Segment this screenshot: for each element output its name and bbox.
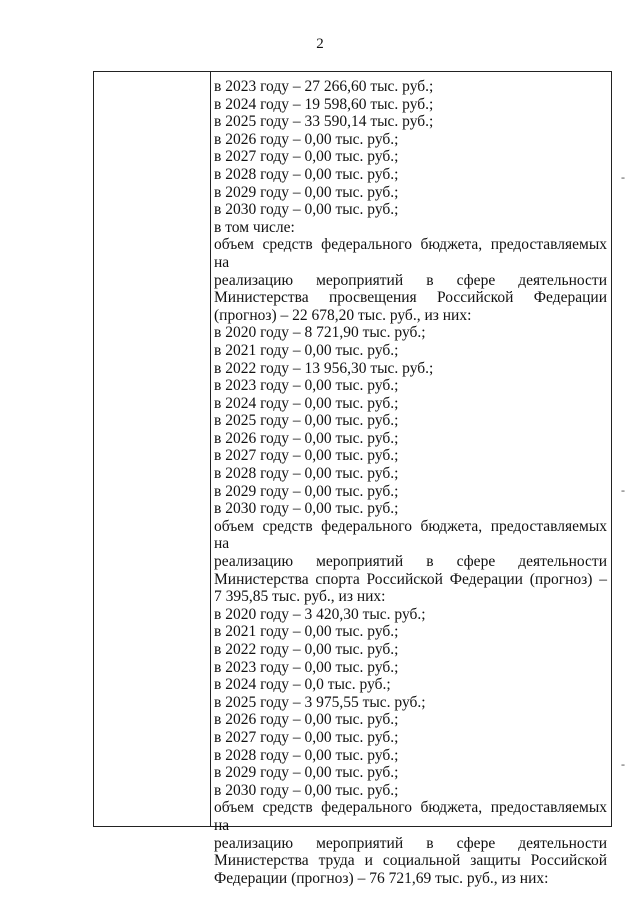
text-line: Министерства труда и социальной защиты Российской [214,852,607,870]
text-line: в том числе: [214,218,295,236]
text-line: в 2026 году – 0,00 тыс. руб.; [214,429,399,447]
text-line: в 2026 году – 0,00 тыс. руб.; [214,711,399,729]
text-line: в 2022 году – 13 956,30 тыс. руб.; [214,359,434,377]
text-line: в 2024 году – 0,0 тыс. руб.; [214,676,391,694]
text-line: в 2030 году – 0,00 тыс. руб.; [214,781,399,799]
text-line: в 2030 году – 0,00 тыс. руб.; [214,500,399,518]
text-line: в 2029 году – 0,00 тыс. руб.; [214,183,399,201]
text-line: в 2030 году – 0,00 тыс. руб.; [214,201,399,219]
text-line: в 2029 году – 0,00 тыс. руб.; [214,482,399,500]
page-number: 2 [316,36,324,52]
text-line: реализацию мероприятий в сфере деятельности [214,271,607,289]
text-line: объем средств федерального бюджета, предоставляемых на [214,517,607,553]
text-line: Министерства просвещения Российской Федерации [214,289,607,307]
scan-mark: - [621,170,625,184]
text-line: в 2023 году – 27 266,60 тыс. руб.; [214,78,434,95]
text-line: в 2025 году – 0,00 тыс. руб.; [214,412,399,430]
budget-table [93,71,612,887]
scan-mark: - [621,757,625,771]
text-line: в 2020 году – 8 721,90 тыс. руб.; [214,324,426,342]
text-line: в 2025 году – 3 975,55 тыс. руб.; [214,693,426,711]
text-line: в 2027 году – 0,00 тыс. руб.; [214,148,399,166]
text-line: в 2022 году – 0,00 тыс. руб.; [214,641,399,658]
text-line: объем средств федерального бюджета, предоставляемых на [214,236,607,271]
text-line: реализацию мероприятий в сфере деятельности [214,834,607,852]
text-line: в 2029 году – 0,00 тыс. руб.; [214,764,399,782]
text-line: в 2024 году – 0,00 тыс. руб.; [214,394,399,412]
text-line: в 2023 году – 0,00 тыс. руб.; [214,377,399,395]
text-line: в 2025 году – 33 590,14 тыс. руб.; [214,113,434,131]
text-line: в 2020 году – 3 420,30 тыс. руб.; [214,605,426,623]
text-line: в 2024 году – 19 598,60 тыс. руб.; [214,95,434,113]
text-line: 7 395,85 тыс. руб., из них: [214,588,386,606]
text-line: реализацию мероприятий в сфере деятельности [214,553,607,571]
text-line: Федерации (прогноз) – 76 721,69 тыс. руб., из них: [214,869,549,887]
text-line: в 2027 году – 0,00 тыс. руб.; [214,728,399,746]
column-divider [210,72,211,826]
funding-text-cell [214,78,607,887]
text-line: в 2028 году – 0,00 тыс. руб.; [214,746,399,764]
text-line: Министерства спорта Российской Федерации (прогноз) – [214,570,607,588]
text-line: в 2027 году – 0,00 тыс. руб.; [214,447,399,465]
text-line: в 2021 году – 0,00 тыс. руб.; [214,341,399,359]
text-line: в 2021 году – 0,00 тыс. руб.; [214,623,399,641]
text-line: (прогноз) – 22 678,20 тыс. руб., из них: [214,306,472,324]
text-line: в 2023 году – 0,00 тыс. руб.; [214,658,399,676]
text-line: в 2028 году – 0,00 тыс. руб.; [214,465,399,483]
text-line: в 2028 году – 0,00 тыс. руб.; [214,165,399,183]
text-line: в 2026 году – 0,00 тыс. руб.; [214,130,399,148]
text-line: объем средств федерального бюджета, предоставляемых на [214,799,607,834]
scan-mark: - [621,483,625,497]
